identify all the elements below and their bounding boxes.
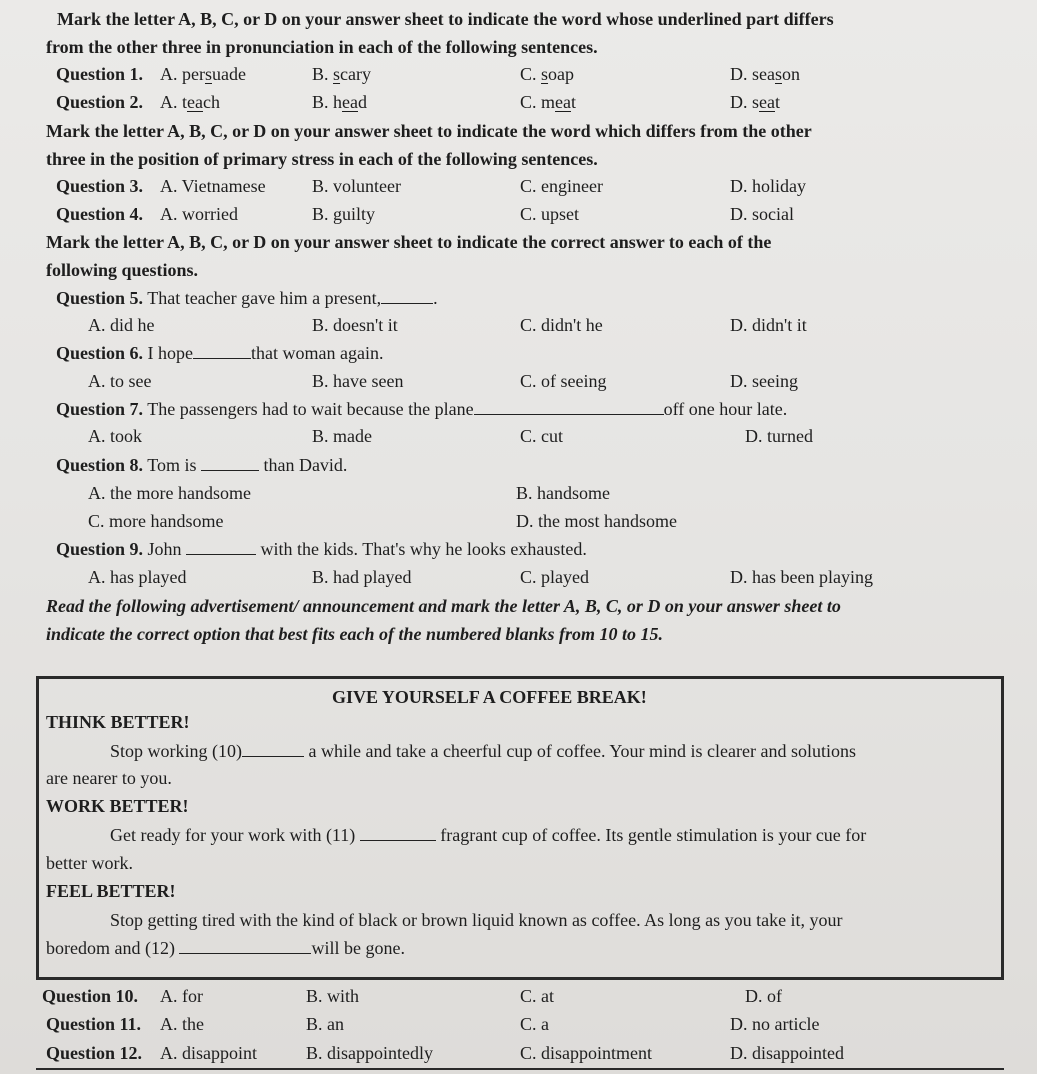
- ad-paragraph-2-line2: better work.: [46, 853, 133, 873]
- question-9-stem: Question 9. John with the kids. That's why he looks exhausted.: [56, 539, 587, 559]
- question-6-option-d: D. seeing: [730, 371, 798, 391]
- question-7-option-a: A. took: [88, 426, 142, 446]
- ad-title: GIVE YOURSELF A COFFEE BREAK!: [332, 687, 647, 707]
- question-4-option-a: A. worried: [160, 204, 238, 224]
- question-10-option-c: C. at: [520, 986, 554, 1006]
- question-11-option-c: C. a: [520, 1014, 549, 1034]
- question-3-option-a: A. Vietnamese: [160, 176, 266, 196]
- question-10-option-d: D. of: [745, 986, 782, 1006]
- ad-paragraph-3-line2: boredom and (12) will be gone.: [46, 938, 405, 958]
- question-3-option-c: C. engineer: [520, 176, 603, 196]
- question-1-option-c: C. soap: [520, 64, 575, 84]
- question-10-label: Question 10.: [42, 986, 139, 1006]
- ad-paragraph-3-line1: Stop getting tired with the kind of black or brown liquid known as coffee. As long as you take it, your: [110, 910, 843, 930]
- question-5-option-a: A. did he: [88, 315, 155, 335]
- question-9-option-c: C. played: [520, 567, 589, 587]
- section3-instruction-line2: following questions.: [46, 260, 199, 280]
- question-8-option-c: C. more handsome: [88, 511, 224, 531]
- question-6-stem: Question 6. I hope that woman again.: [56, 343, 384, 363]
- question-2-label: Question 2.: [56, 92, 144, 112]
- question-8-stem: Question 8. Tom is than David.: [56, 455, 348, 475]
- section2-instruction-line2: three in the position of primary stress in each of the following sentences.: [46, 149, 598, 169]
- question-10-option-a: A. for: [160, 986, 203, 1006]
- question-9-option-b: B. had played: [312, 567, 412, 587]
- question-6-option-c: C. of seeing: [520, 371, 607, 391]
- section4-instruction-line2: indicate the correct option that best fits each of the numbered blanks from 10 to 15.: [46, 624, 664, 644]
- question-5-option-d: D. didn't it: [730, 315, 807, 335]
- question-3-option-b: B. volunteer: [312, 176, 401, 196]
- question-5-option-c: C. didn't he: [520, 315, 603, 335]
- question-3-option-d: D. holiday: [730, 176, 806, 196]
- question-7-option-b: B. made: [312, 426, 372, 446]
- question-1-option-d: D. season: [730, 64, 800, 84]
- question-3-label: Question 3.: [56, 176, 144, 196]
- section3-instruction-line1: Mark the letter A, B, C, or D on your answer sheet to indicate the correct answer to each of the: [46, 232, 772, 252]
- question-1-option-a: A. persuade: [160, 64, 246, 84]
- question-11-option-b: B. an: [306, 1014, 344, 1034]
- ad-paragraph-2-line1: Get ready for your work with (11) fragrant cup of coffee. Its gentle stimulation is your cue for: [110, 825, 867, 845]
- question-1-option-b: B. scary: [312, 64, 372, 84]
- question-12-option-c: C. disappointment: [520, 1043, 652, 1063]
- question-7-stem: Question 7. The passengers had to wait because the plane off one hour late.: [56, 399, 788, 419]
- question-5-option-b: B. doesn't it: [312, 315, 398, 335]
- ad-paragraph-1-line1: Stop working (10) a while and take a cheerful cup of coffee. Your mind is clearer and solutions: [110, 741, 856, 761]
- question-2-option-c: C. meat: [520, 92, 577, 112]
- question-8-option-d: D. the most handsome: [516, 511, 677, 531]
- question-9-option-a: A. has played: [88, 567, 187, 587]
- question-11-option-a: A. the: [160, 1014, 204, 1034]
- section1-instruction-line2: from the other three in pronunciation in each of the following sentences.: [46, 37, 598, 57]
- question-4-label: Question 4.: [56, 204, 144, 224]
- question-9-option-d: D. has been playing: [730, 567, 873, 587]
- question-4-option-d: D. social: [730, 204, 794, 224]
- question-12-option-a: A. disappoint: [160, 1043, 257, 1063]
- question-12-label: Question 12.: [46, 1043, 143, 1063]
- question-2-option-a: A. teach: [160, 92, 220, 112]
- question-1-label: Question 1.: [56, 64, 144, 84]
- question-12-option-d: D. disappointed: [730, 1043, 844, 1063]
- ad-heading-feel-better: FEEL BETTER!: [46, 881, 176, 901]
- section2-instruction-line1: Mark the letter A, B, C, or D on your answer sheet to indicate the word which differs from the other: [46, 121, 812, 141]
- bottom-divider: [36, 1068, 1004, 1070]
- question-4-option-b: B. guilty: [312, 204, 376, 224]
- ad-heading-work-better: WORK BETTER!: [46, 796, 189, 816]
- ad-paragraph-1-line2: are nearer to you.: [46, 768, 172, 788]
- question-4-option-c: C. upset: [520, 204, 580, 224]
- ad-heading-think-better: THINK BETTER!: [46, 712, 190, 732]
- section4-instruction-line1: Read the following advertisement/ announcement and mark the letter A, B, C, or D on your answer sheet to: [46, 596, 841, 616]
- section1-instruction-line1: Mark the letter A, B, C, or D on your answer sheet to indicate the word whose underlined part differs: [57, 9, 834, 29]
- question-7-option-d: D. turned: [745, 426, 813, 446]
- question-2-option-d: D. seat: [730, 92, 781, 112]
- question-5-stem: Question 5. That teacher gave him a present, .: [56, 288, 438, 308]
- question-10-option-b: B. with: [306, 986, 360, 1006]
- question-12-option-b: B. disappointedly: [306, 1043, 433, 1063]
- question-11-label: Question 11.: [46, 1014, 142, 1034]
- question-11-option-d: D. no article: [730, 1014, 820, 1034]
- question-6-option-a: A. to see: [88, 371, 152, 391]
- question-6-option-b: B. have seen: [312, 371, 404, 391]
- question-8-option-a: A. the more handsome: [88, 483, 251, 503]
- question-8-option-b: B. handsome: [516, 483, 610, 503]
- question-7-option-c: C. cut: [520, 426, 563, 446]
- question-2-option-b: B. head: [312, 92, 367, 112]
